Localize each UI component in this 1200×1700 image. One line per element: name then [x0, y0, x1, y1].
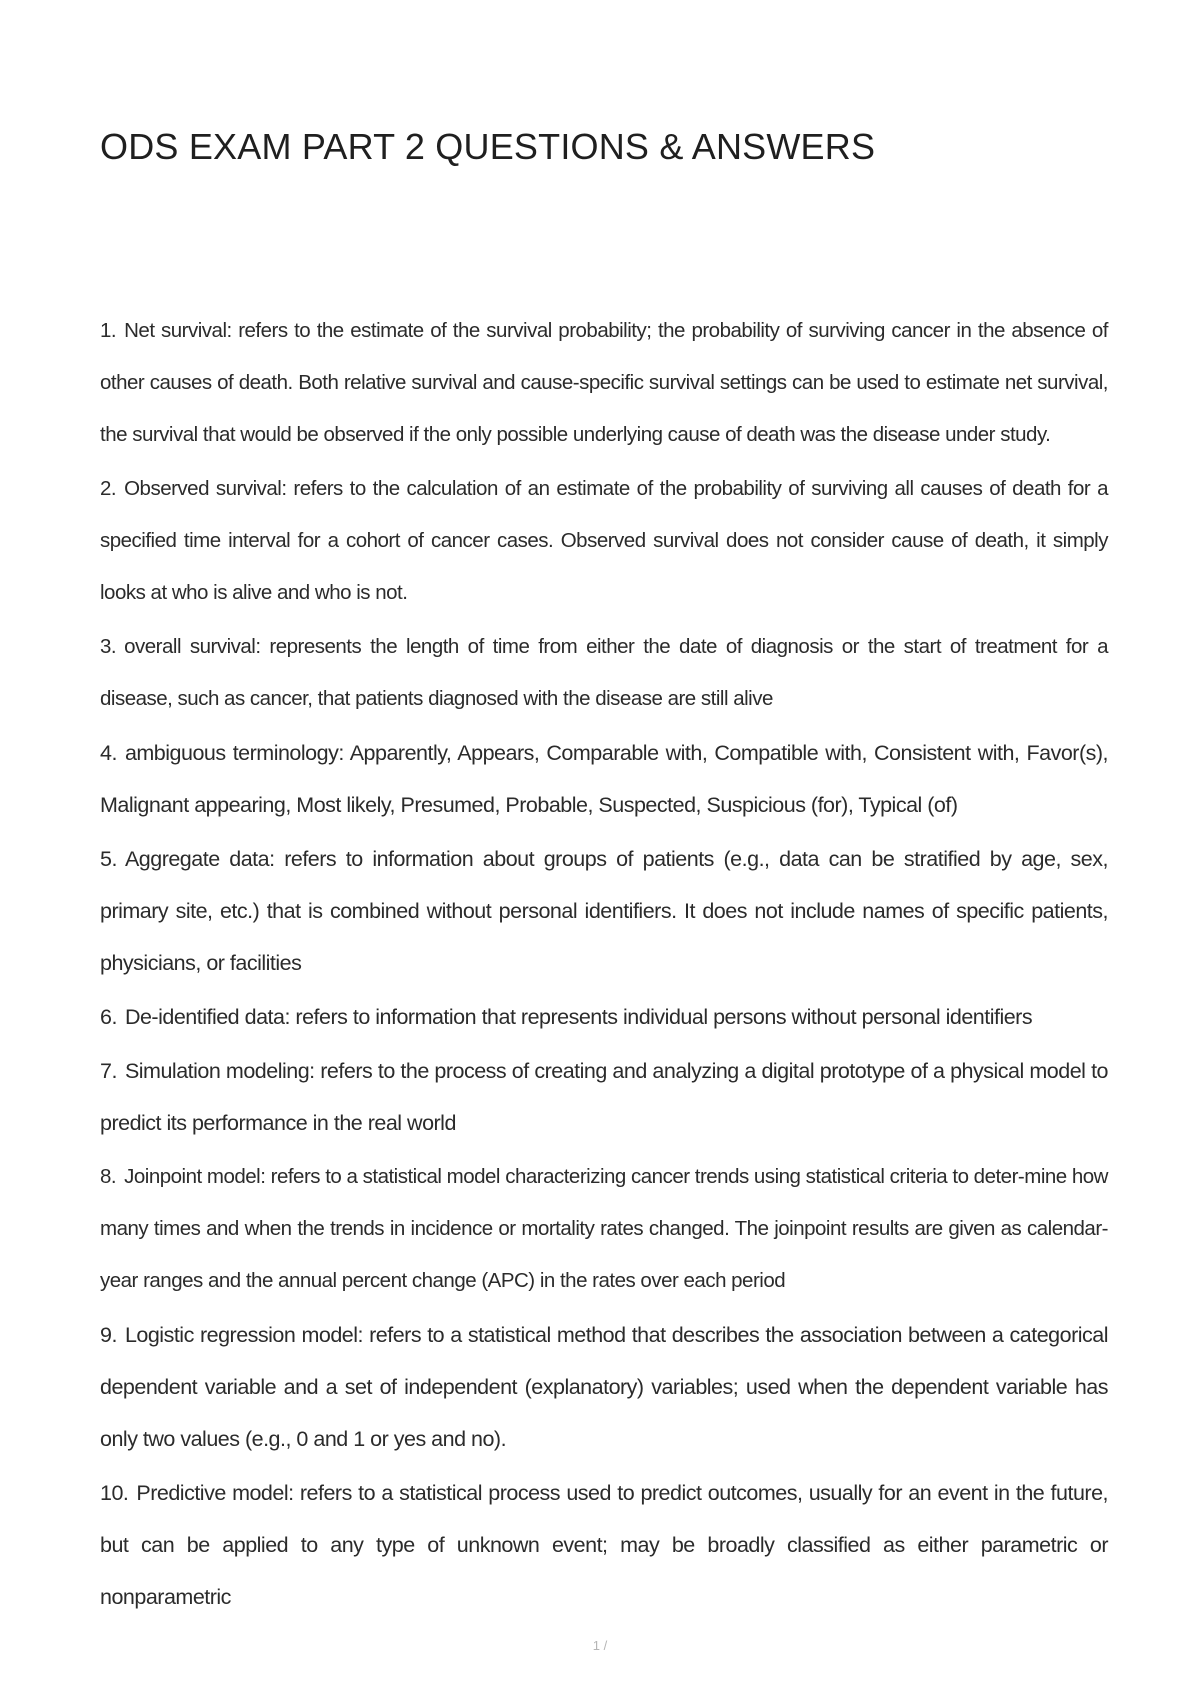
item-number: 3.	[100, 635, 117, 658]
item-text: Simulation modeling: refers to the process of creating and analyzing a digital prototype of a physical model to predict its performance in the real world	[100, 1059, 1108, 1135]
item-text: Net survival: refers to the estimate of the survival probability; the probability of surviving cancer in the absence of other causes of death. Both relative survival and cause-specific survival settings can be used to estimate net survival, the survival that would be observed if the only possible underlying cause of death was the disease under study.	[100, 319, 1108, 446]
item-text: Aggregate data: refers to information about groups of patients (e.g., data can be stratified by age, sex, primary site, etc.) that is combined without personal identifiers. It does not include names of specific patients, physicians, or facilities	[100, 847, 1108, 975]
item-text: De-identified data: refers to information that represents individual persons without personal identifiers	[124, 1005, 1033, 1029]
list-item	[100, 1309, 1108, 1465]
item-number: 5.	[100, 847, 117, 871]
qa-list	[100, 305, 1108, 1625]
item-number: 10.	[100, 1481, 129, 1505]
list-item	[100, 463, 1108, 619]
item-number: 7.	[100, 1059, 117, 1083]
list-item	[100, 1151, 1108, 1307]
item-number: 9.	[100, 1323, 117, 1347]
list-item	[100, 621, 1108, 725]
item-number: 8.	[100, 1165, 117, 1188]
item-text: Joinpoint model: refers to a statistical model characterizing cancer trends using statistical criteria to deter-mine how many times and when the trends in incidence or mortality rates changed. The joinpoint results are given as calendar-year ranges and the annual percent change (APC) in the rates over each period	[100, 1165, 1108, 1292]
list-item	[100, 833, 1108, 989]
page-title: ODS EXAM PART 2 QUESTIONS & ANSWERS	[100, 126, 876, 167]
page-number: 1 /	[592, 1638, 608, 1653]
list-item	[100, 727, 1108, 831]
list-item	[100, 1467, 1108, 1623]
item-text: Observed survival: refers to the calculation of an estimate of the probability of surviving all causes of death for a specified time interval for a cohort of cancer cases. Observed survival does not consider cause of death, it simply looks at who is alive and who is not.	[100, 477, 1108, 604]
item-number: 2.	[100, 477, 117, 500]
item-text: ambiguous terminology: Apparently, Appears, Comparable with, Compatible with, Consistent with, Favor(s), Malignant appearing, Most likely, Presumed, Probable, Suspected, Suspicious (for), Typical (of)	[100, 741, 1108, 817]
item-number: 1.	[100, 319, 117, 342]
item-text: Predictive model: refers to a statistical process used to predict outcomes, usually for an event in the future, but can be applied to any type of unknown event; may be broadly classified as either parametric or nonparametric	[100, 1481, 1108, 1609]
item-number: 6.	[100, 1005, 117, 1029]
list-item	[100, 305, 1108, 461]
list-item	[100, 1045, 1108, 1149]
item-text: overall survival: represents the length of time from either the date of diagnosis or the start of treatment for a disease, such as cancer, that patients diagnosed with the disease are still alive	[100, 635, 1108, 710]
item-text: Logistic regression model: refers to a statistical method that describes the association between a categorical dependent variable and a set of independent (explanatory) variables; used when the dependent variable has only two values (e.g., 0 and 1 or yes and no).	[100, 1323, 1108, 1451]
list-item	[100, 991, 1108, 1043]
item-number: 4.	[100, 741, 117, 765]
